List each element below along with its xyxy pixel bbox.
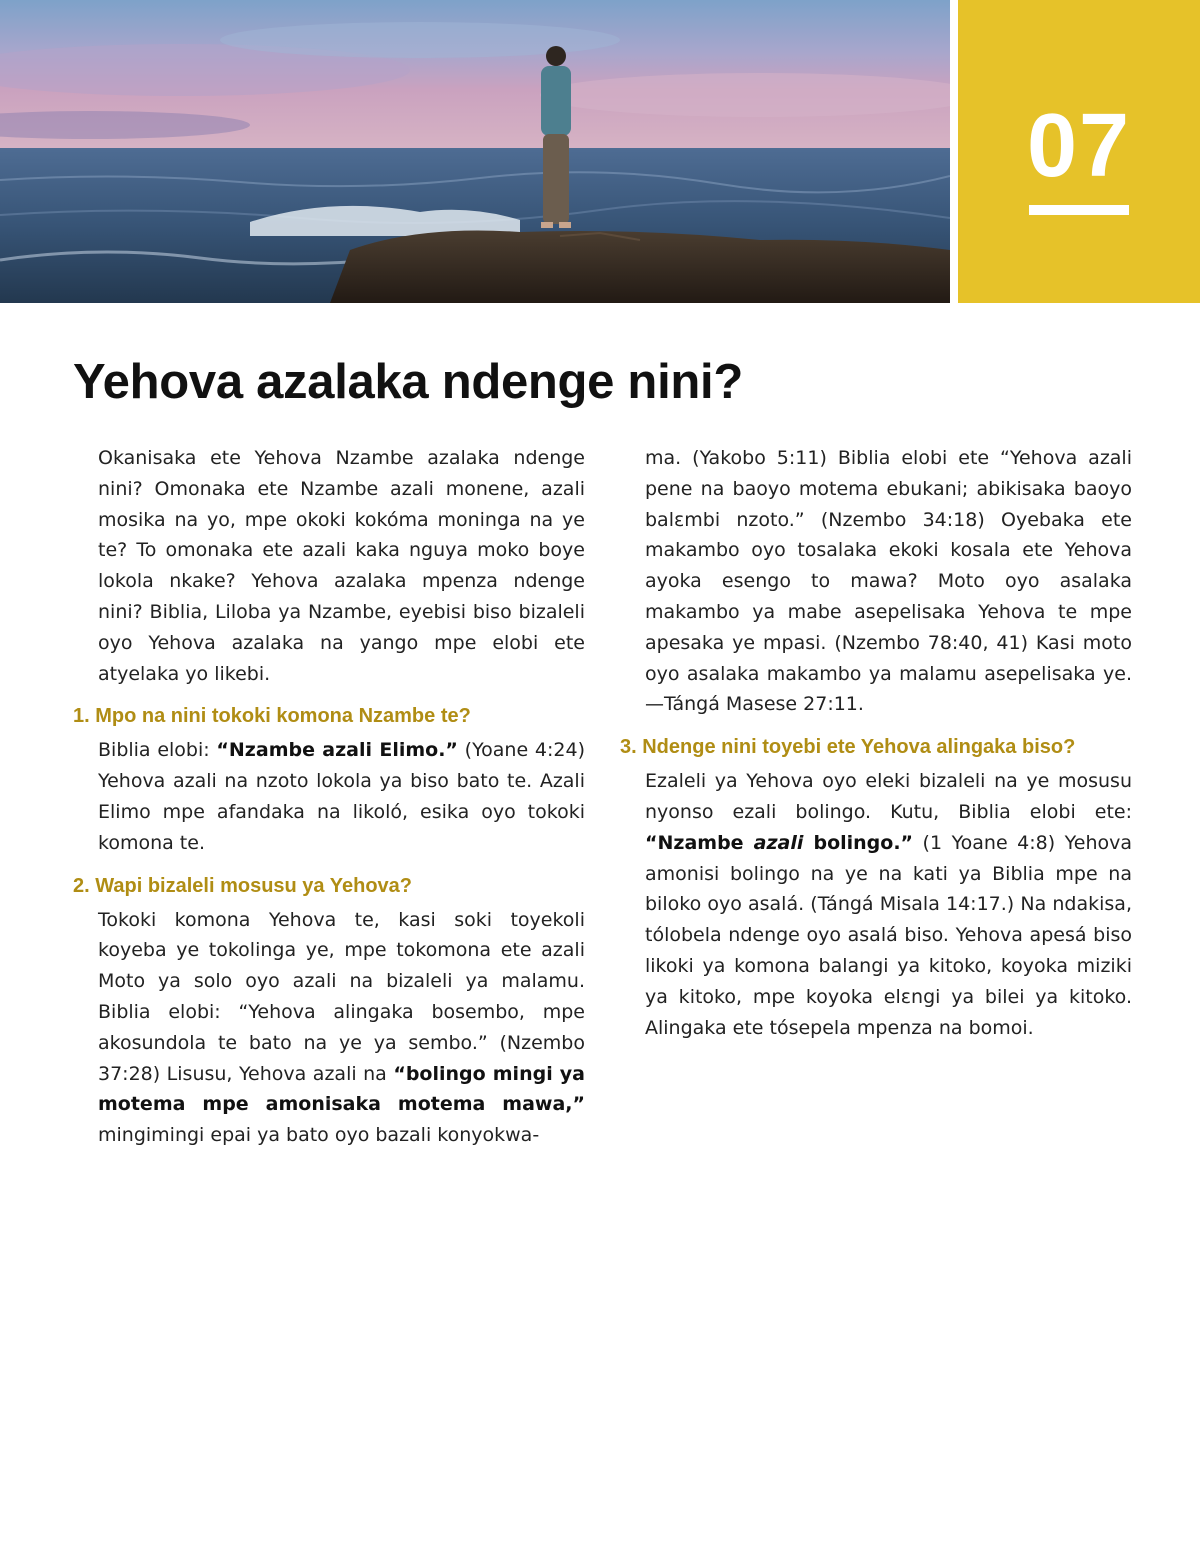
section-paragraph-2-continued: ma. (Yakobo 5:11) Biblia elobi ete “Yehova azali pene na baoyo motema ebukani; abikisaka baoyo balɛmbi nzoto.” (Nzembo 34:18) Oyebaka ete makambo oyo tosalaka ekoki kosala ete Yehova ayoka esengo to mawa? Moto oyo asalaka makambo ya mabe asepelisaka Yehova te mpe apesaka ye mpasi. (Nzembo 78:40, 41) Kasi moto oyo asalaka makambo ya malamu asepelisaka ye.—Tángá Masese 27:11.: [645, 447, 1132, 716]
intro-paragraph: Okanisaka ete Yehova Nzambe azalaka ndenge nini? Omonaka ete Nzambe azali monene, azali mosika na yo, mpe okoki kokóma moninga na ye te? To omonaka ete azali kaka nguya moko boye lokola nkake? Yehova azalaka mpenza ndenge nini? Biblia, Liloba ya Nzambe, eyebisi biso bizaleli oyo Yehova azalaka na yango mpe elobi ete atyelaka yo likebi.: [98, 447, 585, 685]
person-silhouette: [541, 46, 571, 228]
sea-sunset-illustration: [0, 0, 950, 303]
section-paragraph-3: Ezaleli ya Yehova oyo eleki bizaleli na ye mosusu nyonso ezali bolingo. Kutu, Biblia elobi ete: “Nzambe azali bolingo.” (1 Yoane 4:8) Yehova amonisi bolingo na ye na kati ya Biblia mpe na biloko oyo asalá. (Tángá Misala 14:17.) Na ndakisa, tólobela ndenge oyo asalá biso. Yehova apesá biso likoki ya komona balangi ya kitoko, koyoka miziki ya kitoko, mpe koyoka elɛngi ya bilei ya kitoko. Alingaka ete tósepela mpenza na bomoi.: [645, 770, 1132, 1039]
right-column: [620, 443, 1132, 1055]
page-title: Yehova azalaka ndenge nini?: [73, 355, 743, 409]
left-column: [73, 443, 585, 1163]
chapter-badge: [958, 0, 1200, 303]
section-paragraph-1: Biblia elobi: “Nzambe azali Elimo.” (Yoane 4:24) Yehova azali na nzoto lokola ya biso bato te. Azali Elimo mpe afandaka na likoló, esika oyo tokoki komona te.: [98, 739, 585, 854]
section-paragraph-2: Tokoki komona Yehova te, kasi soki toyekoli koyeba ye tokolinga ye, mpe tokomona ete azali Moto ya solo oyo azali na bizaleli ya malamu. Biblia elobi: “Yehova alingaka bosembo, mpe akosundola te bato na ye ya sembo.” (Nzembo 37:28) Lisusu, Yehova azali na “bolingo mingi ya motema mpe amonisaka motema mawa,” mingimingi epai ya bato oyo bazali konyokwa-: [98, 908, 585, 1147]
section-heading-2: 2. Wapi bizaleli mosusu ya Yehova?: [73, 874, 413, 897]
chapter-rule: [1029, 205, 1129, 215]
hero-photo: [0, 0, 950, 303]
section-heading-3: 3. Ndenge nini toyebi ete Yehova alingaka biso?: [620, 736, 1076, 759]
chapter-number: 07: [1026, 96, 1132, 196]
section-heading-1: 1. Mpo na nini tokoki komona Nzambe te?: [73, 705, 471, 728]
